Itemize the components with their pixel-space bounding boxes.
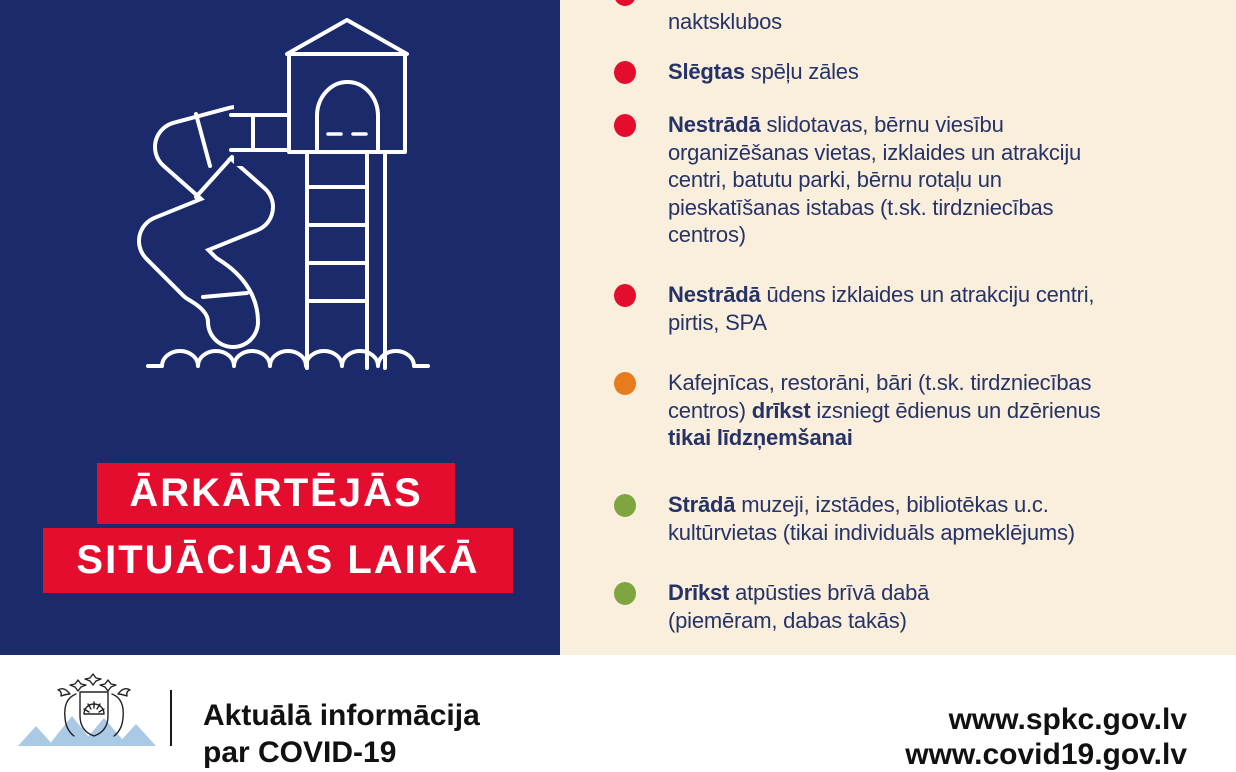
restriction-text: pieskatīšanas istabas (t.sk. tirdzniecības [668, 194, 1054, 220]
footer-links [905, 702, 1187, 772]
restriction-text: naktsklubos [668, 8, 782, 34]
restriction-item [668, 58, 859, 86]
bullet-orange-icon [614, 372, 636, 395]
bullet-red-icon [614, 284, 636, 307]
banner-line-2 [43, 528, 513, 593]
bullet-green-icon [614, 582, 636, 605]
bullet-red-icon [614, 61, 636, 84]
restriction-item [668, 491, 1075, 546]
tower-body [289, 54, 405, 152]
restriction-text: Nestrādā [668, 282, 761, 307]
latvia-coat-of-arms-logo [18, 668, 168, 746]
restriction-text: Kafejnīcas, restorāni, bāri (t.sk. tirdzniecības [668, 370, 1092, 395]
footer-info [203, 697, 480, 771]
footer-info-line1: Aktuālā informācija [203, 699, 480, 732]
left-panel [0, 0, 560, 655]
footer-link: www.covid19.gov.lv [905, 738, 1187, 771]
restriction-item [668, 369, 1101, 452]
restriction-item [668, 281, 1094, 336]
restriction-text: Strādā [668, 492, 736, 517]
restriction-text: drīkst [751, 397, 811, 423]
footer [0, 655, 1236, 771]
footer-divider [170, 690, 172, 746]
restriction-text: muzeji, izstādes, bibliotēkas u.c. [735, 492, 1049, 517]
restriction-text: centros) [668, 397, 752, 423]
banner-text-1: ĀRKĀRTĒJĀS [129, 471, 423, 515]
restriction-text: Nestrādā [668, 112, 761, 137]
restriction-item [668, 0, 782, 35]
tower-arch-door [317, 82, 378, 152]
platform-mask [234, 98, 292, 166]
blue-peak [116, 724, 156, 746]
restriction-text: centri, batutu parki, bērnu rotaļu un [668, 167, 1002, 192]
restriction-text: Slēgtas [668, 59, 745, 84]
bullet-green-icon [614, 494, 636, 517]
restriction-text: (piemēram, dabas takās) [668, 607, 907, 633]
restriction-text: kultūrvietas (tikai individuāls apmeklējums) [668, 519, 1075, 545]
bullet-red-icon [614, 0, 636, 6]
restrictions-list [560, 0, 1236, 659]
restriction-item [668, 579, 929, 634]
restriction-text: organizēšanas vietas, izklaides un atrakciju [668, 139, 1082, 165]
restriction-text: ūdens izklaides un atrakciju centri, [760, 282, 1095, 307]
restriction-text: atpūsties brīvā dabā [729, 580, 930, 605]
restriction-text: slidotavas, bērnu viesību [760, 112, 1004, 137]
restriction-item [668, 111, 1081, 249]
bullet-red-icon [614, 114, 636, 137]
ladder [307, 152, 385, 368]
restriction-text: centros) [668, 222, 746, 247]
restriction-text: Drīkst [668, 580, 730, 605]
footer-info-line2: par COVID-19 [203, 736, 397, 769]
banner-line-1 [97, 463, 455, 524]
blue-peak [18, 726, 54, 746]
restriction-text: izsniegt ēdienus un dzērienus [810, 397, 1101, 423]
restriction-text: pirtis, SPA [668, 309, 767, 335]
restriction-text: spēļu zāles [744, 59, 859, 84]
restriction-text: tikai līdzņemšanai [668, 425, 853, 450]
banner-text-2: SITUĀCIJAS LAIKĀ [76, 538, 480, 582]
tower-roof [287, 20, 407, 54]
footer-link: www.spkc.gov.lv [948, 703, 1187, 736]
